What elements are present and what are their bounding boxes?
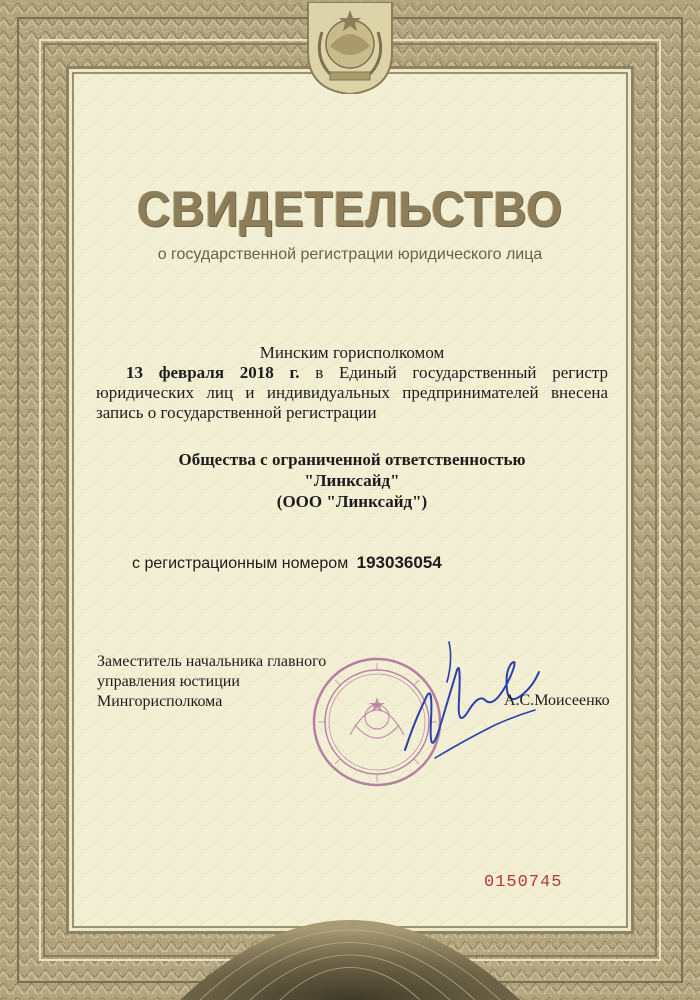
signer-name: А.С.Моисеенко [504,692,610,709]
registration-number-line [132,553,552,573]
certificate-title: СВИДЕТЕЛЬСТВО [137,181,563,237]
reg-number-label: с регистрационным номером [132,555,349,572]
registration-date: 13 февраля 2018 г. [126,363,300,382]
org-line-1: Общества с ограниченной ответственностью [178,450,526,469]
statement-text: в Единый государственный регистр юридических лиц и индивидуальных предпринимателей внесена запись о государственной регистрации [96,363,609,422]
serial-number: 0150745 [484,873,563,892]
bottom-rosette [180,850,520,1000]
org-line-3: (ООО "Линксайд") [276,492,428,511]
signer-line-3: Мингорисполкома [97,693,223,710]
certificate-subtitle: о государственной регистрации юридического лица [157,246,543,263]
org-line-2: "Линксайд" [304,471,400,490]
belarus-emblem-icon [300,2,400,94]
issuer-text: Минским горисполкомом [259,343,445,362]
signer-line-2: управления юстиции [97,673,240,690]
organization-name [96,449,608,512]
registration-statement [96,343,608,423]
signer-line-1: Заместитель начальника главного [97,653,327,670]
reg-number: 193036054 [356,553,442,572]
